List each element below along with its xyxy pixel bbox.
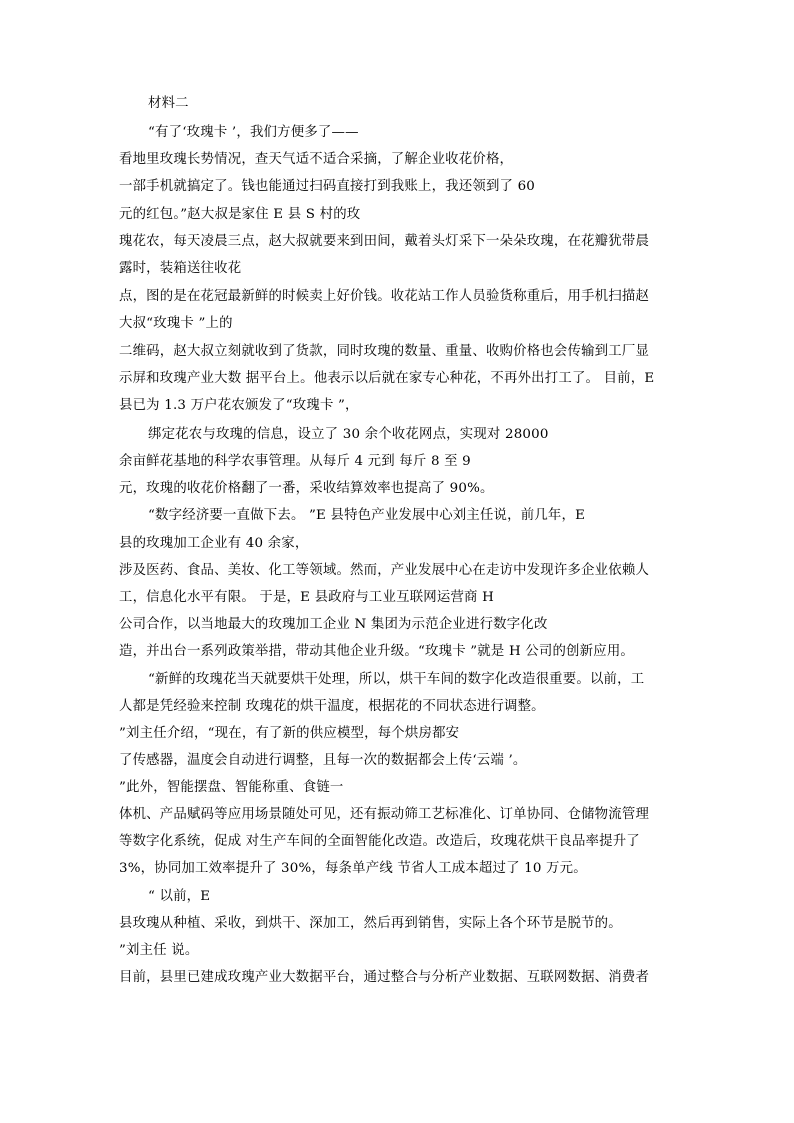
paragraph-line: “数字经济要一直做下去。 ”E 县特色产业发展中心刘主任说，前几年，E [148, 508, 586, 523]
paragraph-line: 了传感器，温度会自动进行调整，且每一次的数据都会上传‘云端 ’。 [119, 753, 527, 768]
paragraph-line: 涉及医药、食品、美妆、化工等领域。然而，产业发展中心在走访中发现许多企业依赖人 [119, 563, 650, 578]
paragraph-line: 绑定花农与玫瑰的信息，设立了 30 余个收花网点，实现对 28000 [148, 427, 549, 442]
paragraph-line: 县的玫瑰加工企业有 40 余家， [119, 536, 309, 551]
paragraph-line: 元的红包。”赵大叔是家住 E 县 S 村的玫 [119, 207, 361, 222]
paragraph-line: 目前，县里已建成玫瑰产业大数据平台，通过整合与分析产业数据、互联网数据、消费者 [119, 970, 650, 985]
paragraph-line: 示屏和玫瑰产业大数 据平台上。他表示以后就在家专心种花，不再外出打工了。 目前，E [119, 371, 655, 386]
paragraph-line: 工，信息化水平有限。 于是，E 县政府与工业互联网运营商 H [119, 590, 494, 605]
paragraph-line: 一部手机就搞定了。钱也能通过扫码直接打到我账上，我还领到了 60 [119, 179, 536, 194]
paragraph-line: 看地里玫瑰长势情况，查天气适不适合采摘，了解企业收花价格， [119, 152, 514, 167]
paragraph-line: 县玫瑰从种植、采收，到烘干、深加工，然后再到销售，实际上各个环节是脱节的。 [119, 916, 622, 931]
paragraph-line: 露时，装箱送往收花 [119, 261, 242, 276]
paragraph-line: 余亩鲜花基地的科学农事管理。从每斤 4 元到 每斤 8 至 9 [119, 454, 471, 469]
paragraph-line: “ 以前，E [148, 889, 211, 904]
paragraph-line: “新鲜的玫瑰花当天就要烘干处理，所以，烘干车间的数字化改造很重要。以前，工 [148, 672, 645, 687]
paragraph-line: 造，并出台一系列政策举措，带动其他企业升级。“玫瑰卡 ”就是 H 公司的创新应用。 [119, 644, 635, 659]
paragraph-line: 大叔“玫瑰卡 ”上的 [119, 316, 233, 331]
paragraph-line: 等数字化系统，促成 对生产车间的全面智能化改造。改造后，玫瑰花烘干良品率提升了 [119, 834, 640, 849]
paragraph-line: 二维码，赵大叔立刻就收到了货款，同时玫瑰的数量、重量、收购价格也会传输到工厂显 [119, 344, 650, 359]
paragraph-line: 3%，协同加工效率提升了 30%，每条单产线 节省人工成本超过了 10 万元。 [119, 861, 587, 876]
paragraph-line: “有了‘玫瑰卡 ’，我们方便多了—— [148, 125, 359, 140]
paragraph-line: ”此外，智能摆盘、智能称重、食链一 [119, 780, 344, 795]
paragraph-line: 元，玫瑰的收花价格翻了一番，采收结算效率也提高了 90%。 [119, 481, 494, 496]
paragraph-line: 点，图的是在花冠最新鲜的时候卖上好价钱。收花站工作人员验货称重后，用手机扫描赵 [119, 289, 650, 304]
paragraph-line: ”刘主任 说。 [119, 943, 199, 958]
paragraph-line: ”刘主任介绍，“现在，有了新的供应模型，每个烘房都安 [119, 726, 460, 741]
paragraph-line: 人都是凭经验来控制 玫瑰花的烘干温度，根据花的不同状态进行调整。 [119, 699, 545, 714]
paragraph-line: 县已为 1.3 万户花农颁发了“玫瑰卡 ”， [119, 398, 359, 413]
section-heading: 材料二 [148, 96, 189, 111]
paragraph-line: 瑰花农，每天凌晨三点，赵大叔就要来到田间，戴着头灯采下一朵朵玫瑰，在花瓣犹带晨 [119, 234, 650, 249]
paragraph-line: 公司合作，以当地最大的玫瑰加工企业 N 集团为示范企业进行数字化改 [119, 617, 548, 632]
paragraph-line: 体机、产品赋码等应用场景随处可见，还有振动筛工艺标准化、订单协同、仓储物流管理 [119, 807, 650, 822]
